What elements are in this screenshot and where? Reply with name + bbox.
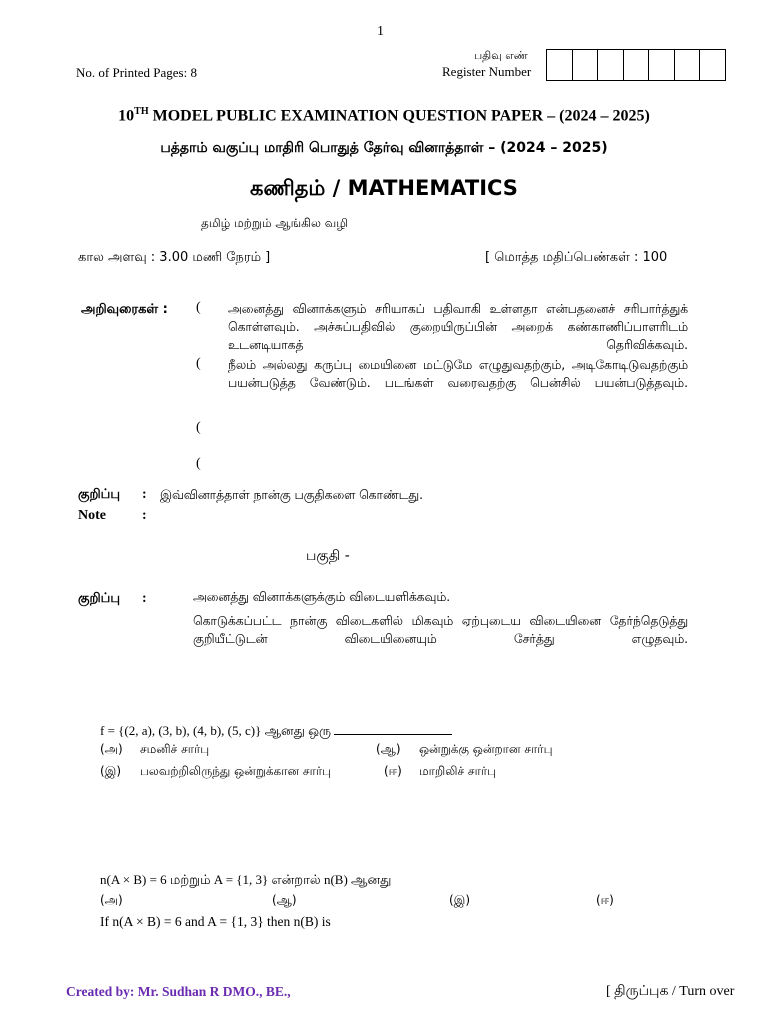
medium-text: தமிழ் மற்றும் ஆங்கில வழி: [201, 216, 349, 230]
register-digit-cell[interactable]: [649, 50, 675, 80]
q1-option-a-mark: (அ): [100, 742, 123, 756]
page-number: 1: [377, 24, 384, 39]
q1-stem-text: f = {(2, a), (3, b), (4, b), (5, c)} ஆனது ஒரு: [100, 723, 332, 738]
footer-credit: Created by: Mr. Sudhan R DMO., BE.,: [66, 984, 291, 999]
section-heading: பகுதி -: [306, 548, 350, 564]
note-label-tamil: குறிப்பு: [78, 487, 121, 502]
section-note-label: குறிப்பு: [78, 591, 121, 606]
exam-title-tamil: பத்தாம் வகுப்பு மாதிரி பொதுத் தேர்வு வினாத்தாள் – (2024 – 2025): [160, 140, 608, 156]
instruction-item-1: அனைத்து வினாக்களும் சரியாகப் பதிவாகி உள்ளதா என்பதனைச் சரிபார்த்துக் கொள்ளவும். அச்சுப்பதிவில் குறையிருப்பின் அறைக் கண்காணிப்பாளரிடம் உடனடியாகத் தெரிவிக்கவும்.: [228, 302, 688, 352]
footer-turn-over: [ திருப்புக / Turn over: [606, 984, 735, 999]
section-note-line-2: கொடுக்கப்பட்ட நான்கு விடைகளில் மிகவும் ஏற்புடைய விடையினை தேர்ந்தெடுத்து குறியீட்டுடன் விடையினையும் சேர்த்து எழுதவும்.: [193, 614, 688, 646]
q2-option-b: (ஆ): [272, 893, 297, 907]
register-digit-cell[interactable]: [700, 50, 725, 80]
q1-option-d-mark: (ஈ): [384, 764, 402, 778]
register-digit-cell[interactable]: [675, 50, 701, 80]
register-label-tamil: பதிவு எண்: [474, 49, 528, 62]
instruction-item-2: நீலம் அல்லது கருப்பு மையினை மட்டுமே எழுதுவதற்கும், அடிகோடிடுவதற்கும் பயன்படுத்த வேண்டும். படங்கள் வரைவதற்கு பென்சில் பயன்படுத்தவும்.: [228, 358, 688, 390]
total-marks: [ மொத்த மதிப்பெண்கள் : 100: [485, 250, 668, 265]
section-note-line-1: அனைத்து வினாக்களுக்கும் விடையளிக்கவும்.: [193, 590, 451, 604]
instruction-bullet: (: [196, 300, 201, 315]
instruction-bullet: (: [196, 456, 201, 471]
q2-option-a: (அ): [100, 893, 123, 907]
q1-option-c-text: பலவற்றிலிருந்து ஒன்றுக்கான சார்பு: [140, 764, 332, 778]
q1-stem: [100, 723, 452, 740]
exam-title: [0, 106, 768, 125]
exam-title-grade: 10: [118, 107, 135, 125]
q2-stem-english: If n(A × B) = 6 and A = {1, 3} then n(B) is: [100, 914, 331, 929]
q1-option-b-mark: (ஆ): [376, 742, 401, 756]
register-number-boxes[interactable]: [546, 49, 726, 81]
register-digit-cell[interactable]: [573, 50, 599, 80]
register-label-english: Register Number: [442, 64, 532, 79]
instructions-label: அறிவுரைகள் :: [81, 302, 168, 317]
exam-title-rest: MODEL PUBLIC EXAMINATION QUESTION PAPER – (2024 – 2025): [148, 107, 650, 125]
subject-title: கணிதம் / MATHEMATICS: [250, 176, 518, 200]
q2-option-c: (இ): [449, 893, 471, 907]
q1-option-d-text: மாறிலிச் சார்பு: [419, 764, 497, 778]
q1-answer-blank: [334, 724, 452, 735]
q1-option-c-mark: (இ): [100, 764, 122, 778]
exam-title-sup: TH: [134, 106, 149, 117]
note-text-tamil: இவ்வினாத்தாள் நான்கு பகுதிகளை கொண்டது.: [160, 488, 423, 502]
register-digit-cell[interactable]: [598, 50, 624, 80]
instruction-bullet: (: [196, 356, 201, 371]
instruction-bullet: (: [196, 420, 201, 435]
q1-option-b-text: ஒன்றுக்கு ஒன்றான சார்பு: [419, 742, 553, 756]
note-colon: :: [142, 508, 147, 523]
q2-option-d: (ஈ): [596, 893, 614, 907]
time-duration: கால அளவு : 3.00 மணி நேரம் ]: [78, 250, 271, 265]
note-label-english: Note: [78, 508, 106, 523]
q2-stem-tamil: n(A × B) = 6 மற்றும் A = {1, 3} என்றால் n(B) ஆனது: [100, 872, 392, 887]
section-note-colon: :: [142, 591, 147, 606]
register-digit-cell[interactable]: [624, 50, 650, 80]
q1-option-a-text: சமனிச் சார்பு: [140, 742, 210, 756]
register-digit-cell[interactable]: [547, 50, 573, 80]
note-colon: :: [142, 487, 147, 502]
printed-pages: No. of Printed Pages: 8: [76, 65, 197, 80]
